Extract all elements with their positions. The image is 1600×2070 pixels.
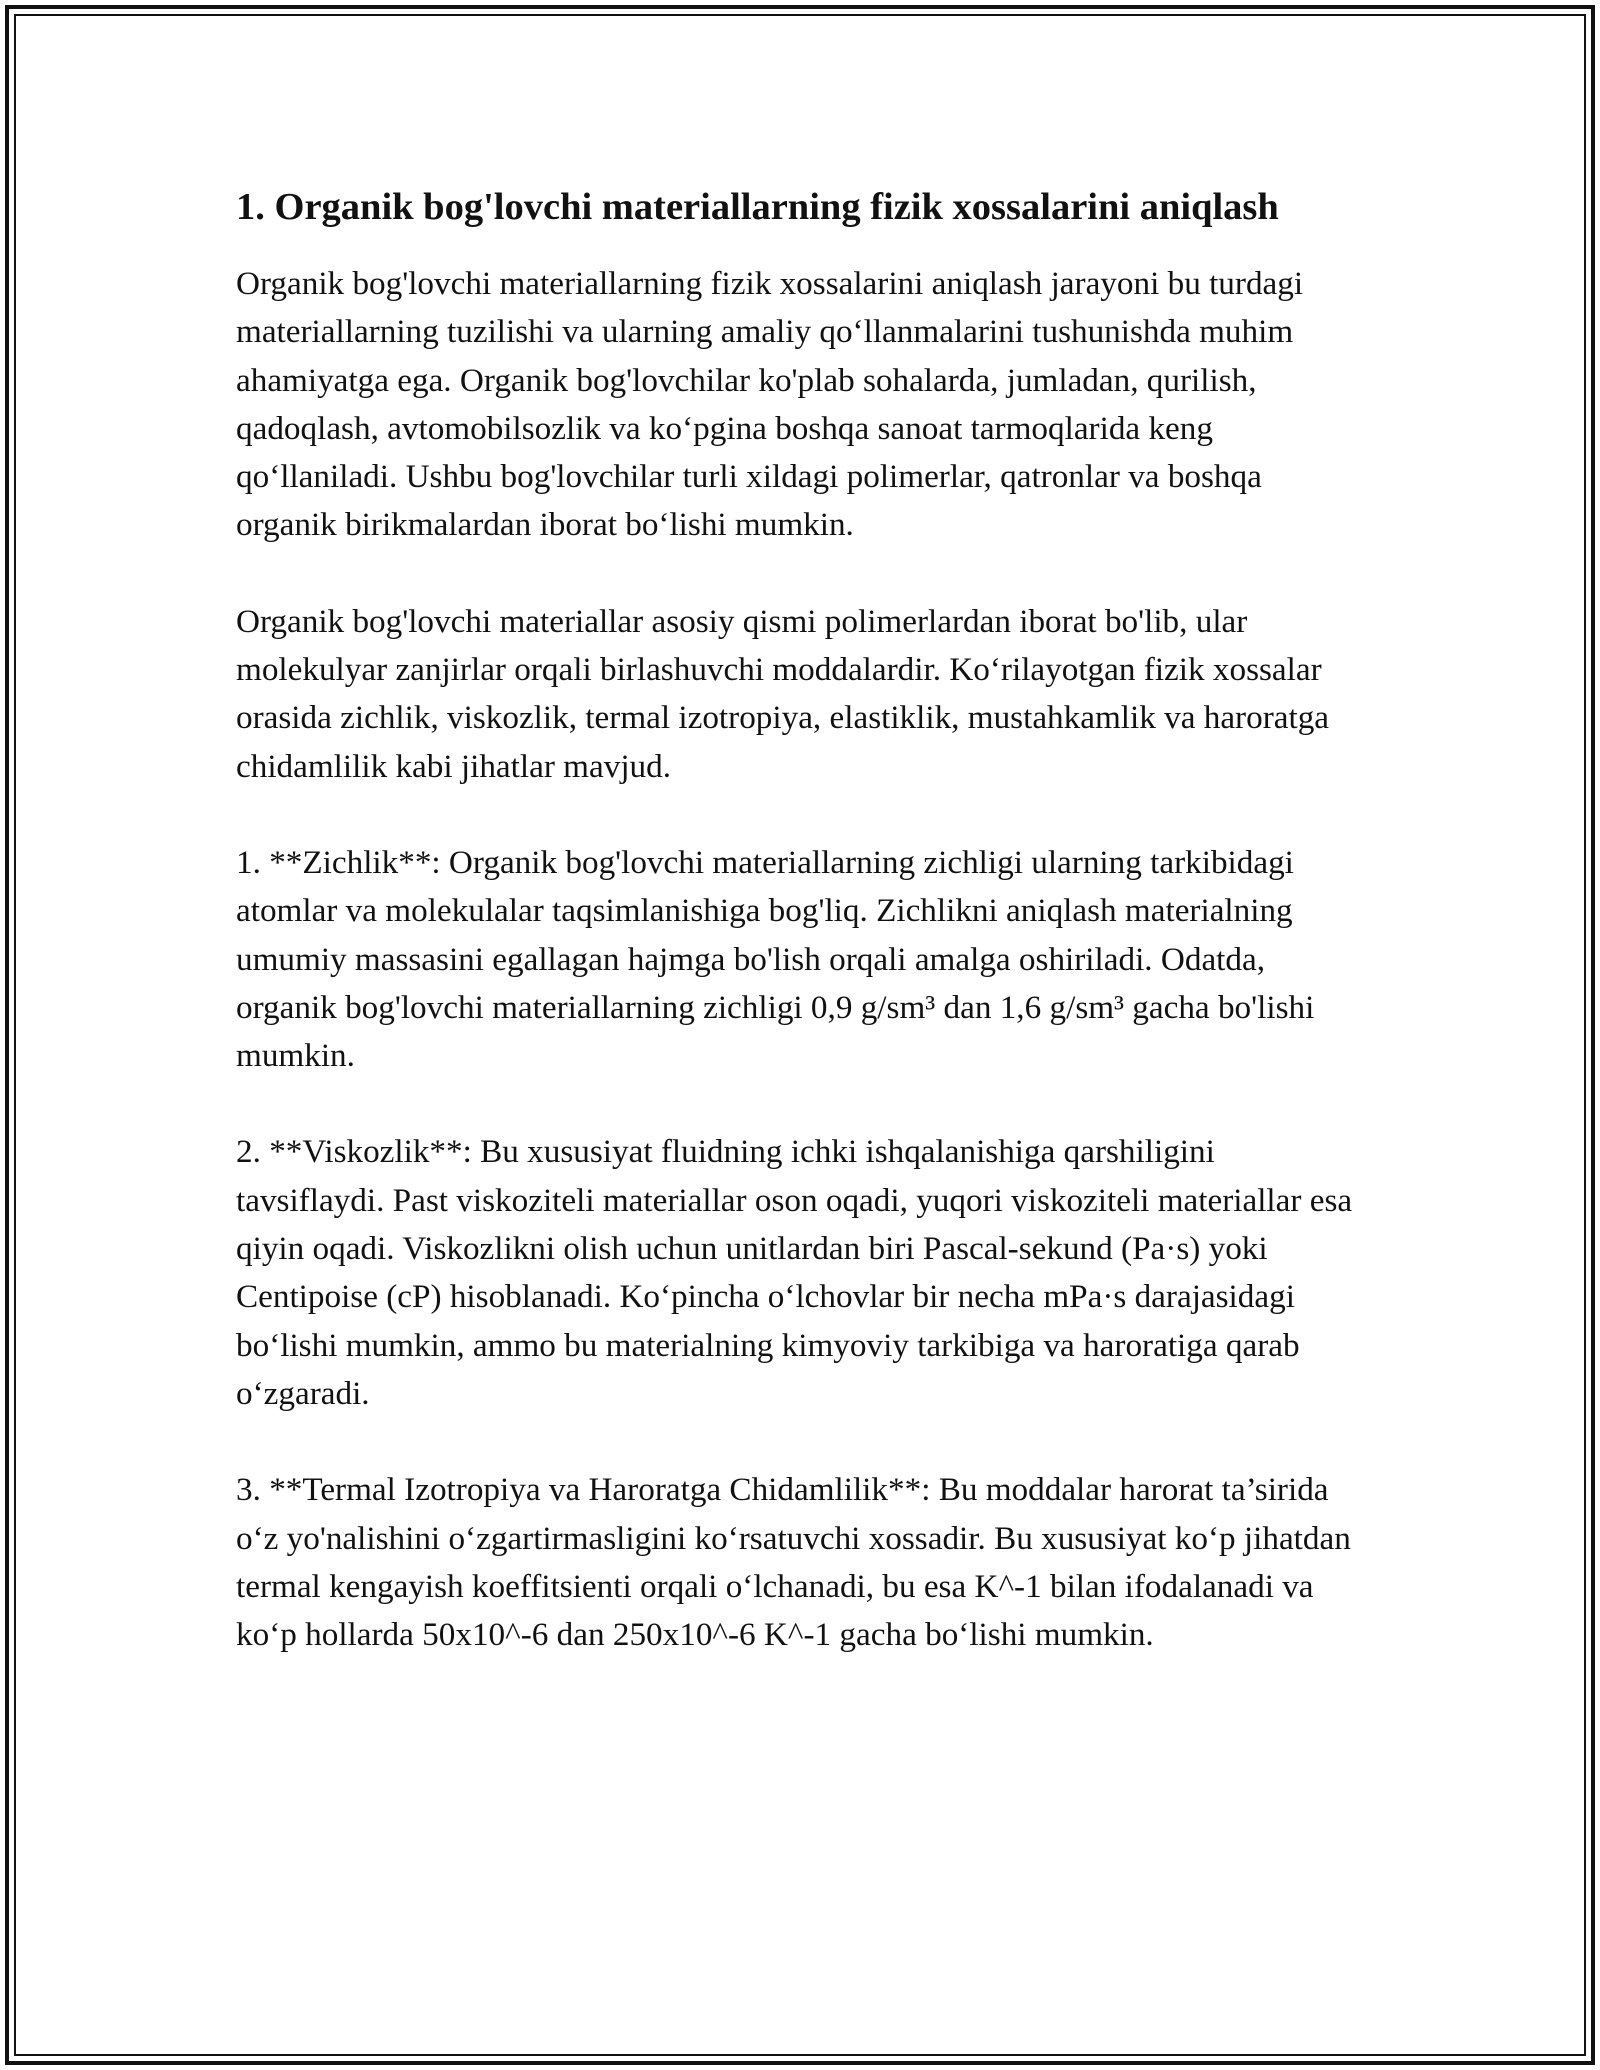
document-body (236, 180, 1366, 1707)
section-heading: 1. Organik bog'lovchi materiallarning fizik xossalarini aniqlash (236, 186, 1279, 228)
thermal-paragraph: 3. **Termal Izotropiya va Haroratga Chidamlilik**: Bu moddalar harorat ta’sirida o‘z yo'nalishini o‘zgartirmasligini ko‘rsatuvchi xossadir. Bu xususiyat ko‘p jihatdan termal kengayish koeffitsienti orqali o‘lchanadi, bu esa K^-1 bilan ifodalanadi va ko‘p hollarda 50x10^-6 dan 250x10^-6 K^-1 gacha bo‘lishi mumkin. (236, 1471, 1351, 1654)
polymer-paragraph: Organik bog'lovchi materiallar asosiy qismi polimerlardan iborat bo'lib, ular molekulyar zanjirlar orqali birlashuvchi moddalardir. Ko‘rilayotgan fizik xossalar orasida zichlik, viskozlik, termal izotropiya, elastiklik, mustahkamlik va haroratga chidamlilik kabi jihatlar mavjud. (236, 602, 1330, 785)
density-paragraph: 1. **Zichlik**: Organik bog'lovchi materiallarning zichligi ularning tarkibidagi atomlar va molekulalar taqsimlanishiga bog'liq. Zichlikni aniqlash materialning umumiy massasini egallagan hajmga bo'lish orqali amalga oshiriladi. Odatda, organik bog'lovchi materiallarning zichligi 0,9 g/sm³ dan 1,6 g/sm³ gacha bo'lishi mumkin. (236, 843, 1315, 1075)
intro-paragraph: Organik bog'lovchi materiallarning fizik xossalarini aniqlash jarayoni bu turdagi materiallarning tuzilishi va ularning amaliy qo‘llanmalarini tushunishda muhim ahamiyatga ega. Organik bog'lovchilar ko'plab sohalarda, jumladan, qurilish, qadoqlash, avtomobilsozlik va ko‘pgina boshqa sanoat tarmoqlarida keng qo‘llaniladi. Ushbu bog'lovchilar turli xildagi polimerlar, qatronlar va boshqa organik birikmalardan iborat bo‘lishi mumkin. (236, 265, 1304, 544)
viscosity-paragraph: 2. **Viskozlik**: Bu xususiyat fluidning ichki ishqalanishiga qarshiligini tavsiflaydi. Past viskoziteli materiallar oson oqadi, yuqori viskoziteli materiallar esa qiyin oqadi. Viskozlikni olish uchun unitlardan biri Pascal-sekund (Pa·s) yoki Centipoise (cP) hisoblanadi. Ko‘pincha o‘lchovlar bir necha mPa·s darajasidagi bo‘lishi mumkin, ammo bu materialning kimyoviy tarkibiga va haroratiga qarab o‘zgaradi. (236, 1133, 1353, 1412)
